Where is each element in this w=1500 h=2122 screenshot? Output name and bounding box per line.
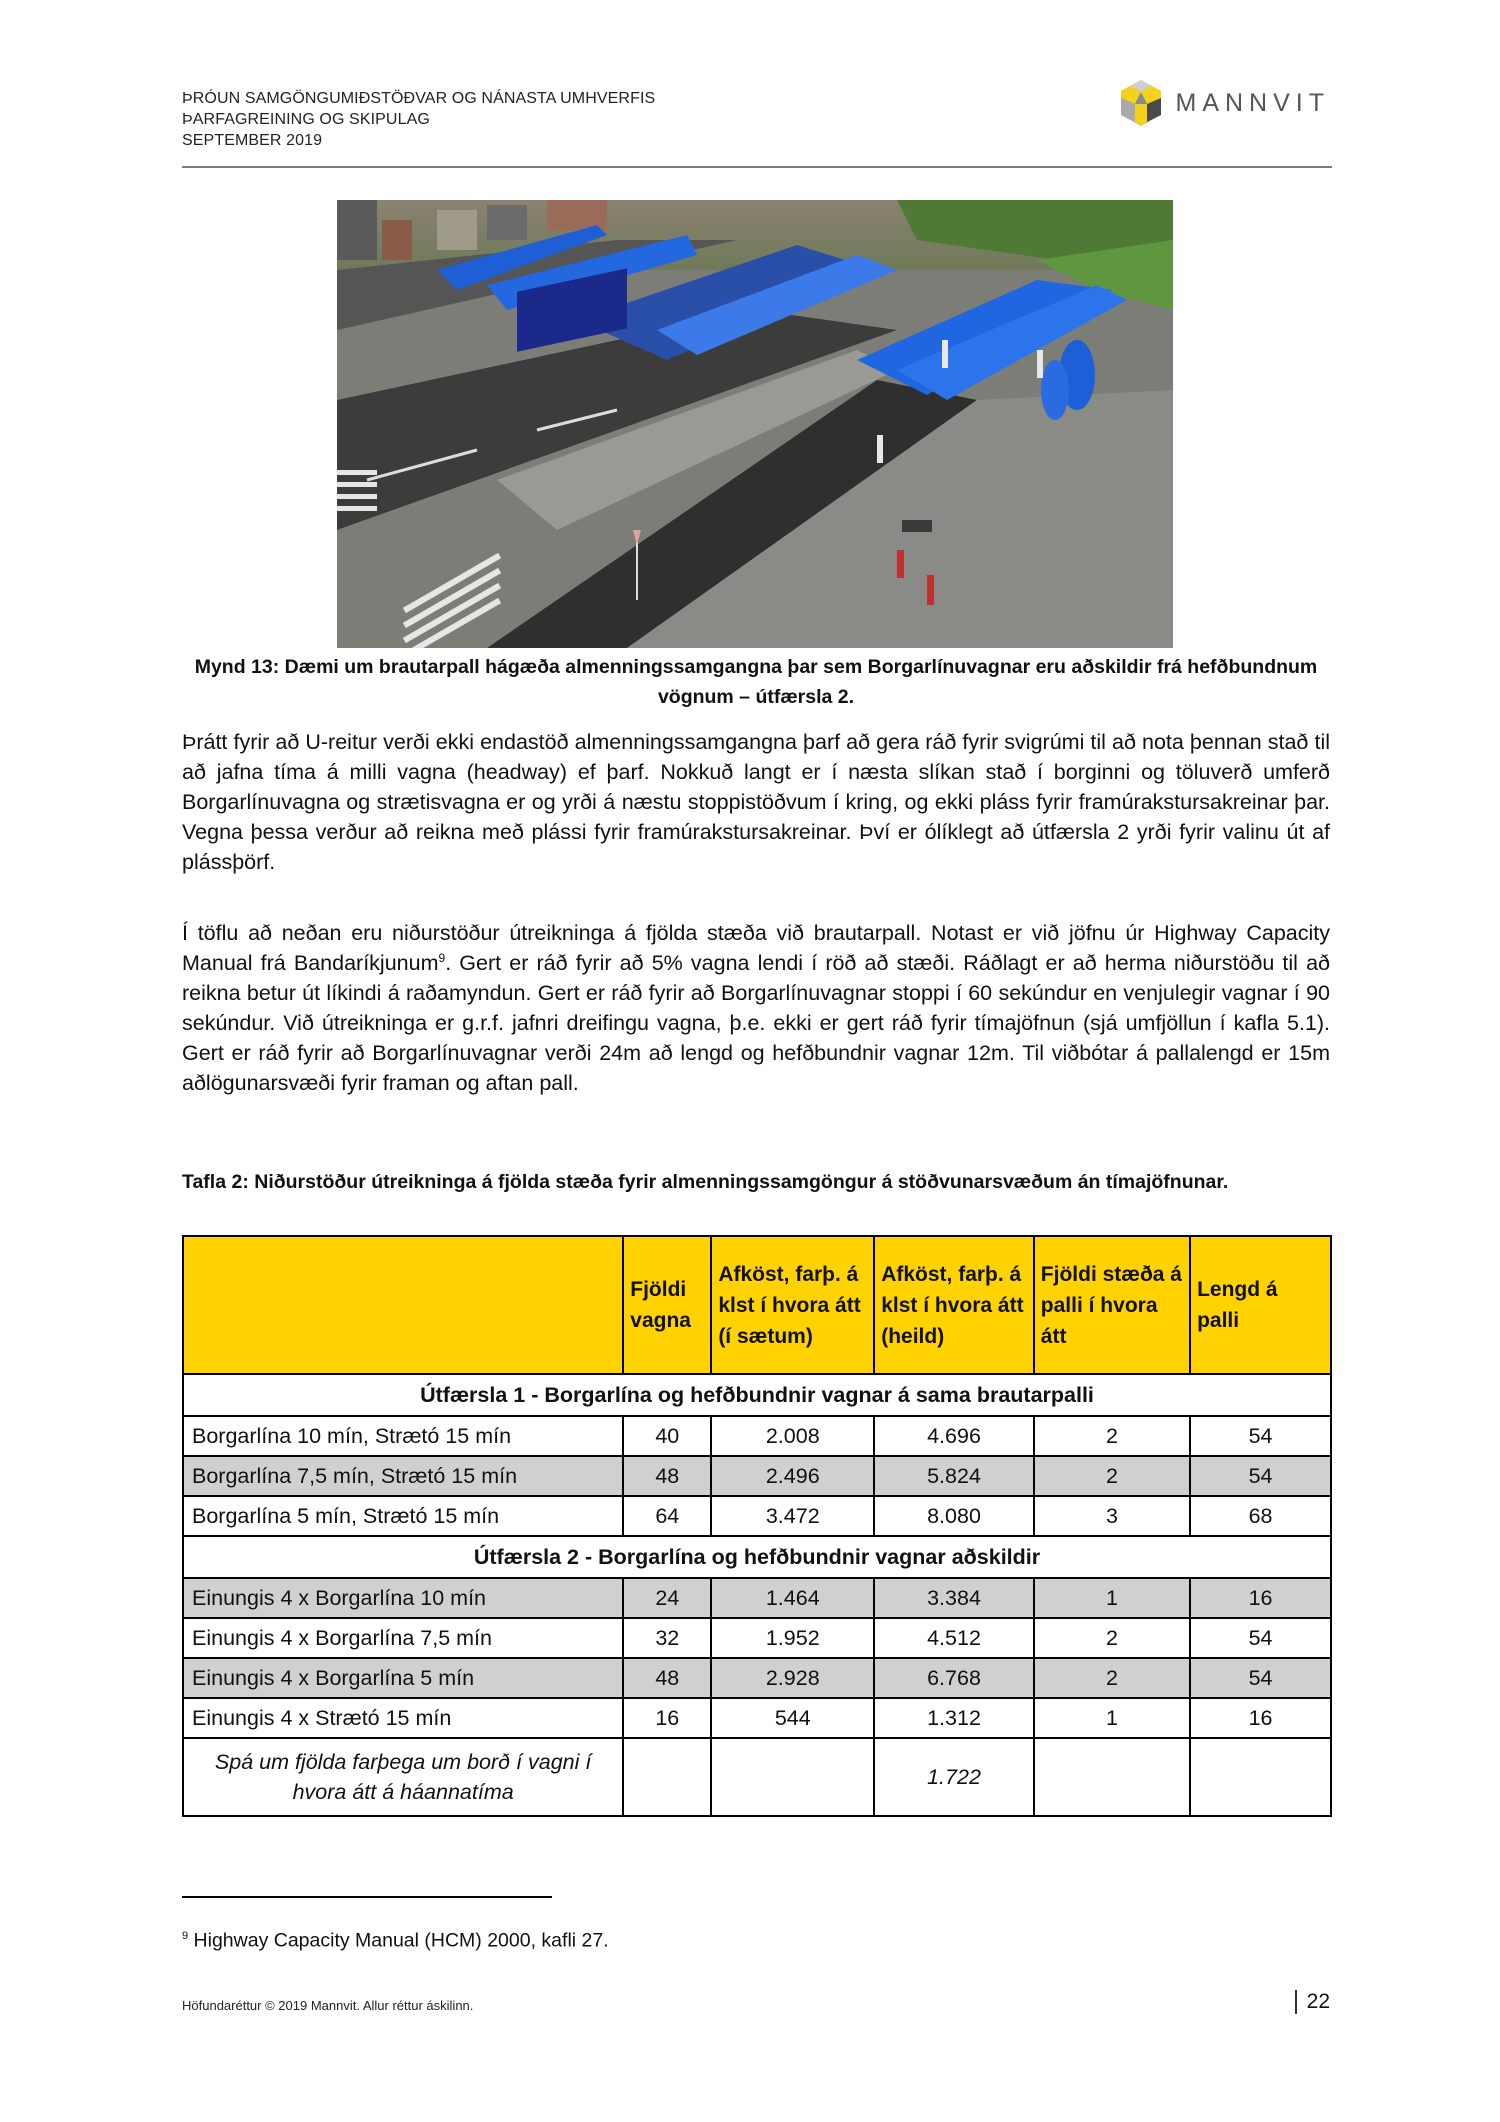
cell-platform-length: 54 [1190,1416,1331,1456]
forecast-cell-capacity-seated [711,1738,874,1816]
cell-capacity-seated: 544 [711,1698,874,1738]
table-row [183,1658,1331,1698]
cell-capacity-total: 1.312 [874,1698,1034,1738]
cell-platform-length: 54 [1190,1456,1331,1496]
footnote-text: Highway Capacity Manual (HCM) 2000, kafli 27. [188,1929,609,1952]
page-footer [182,1990,1330,2020]
cell-platform-length: 54 [1190,1618,1331,1658]
row-label: Borgarlína 10 mín, Strætó 15 mín [183,1416,623,1456]
footnote [182,1922,609,1955]
cell-capacity-seated: 2.496 [711,1456,874,1496]
header-cell-bay-count: Fjöldi stæða á palli í hvora átt [1034,1236,1190,1374]
cell-capacity-total: 5.824 [874,1456,1034,1496]
table-header-row [183,1236,1331,1374]
forecast-cell-capacity-total: 1.722 [874,1738,1034,1816]
header-divider [182,166,1332,168]
footnote-number: 9 [182,1930,189,1942]
cell-bay-count: 1 [1034,1578,1190,1618]
cell-vehicle-count: 40 [623,1416,711,1456]
copyright-text: Höfundaréttur © 2019 Mannvit. Allur réttur áskilinn. [182,1998,474,2013]
cell-capacity-seated: 2.928 [711,1658,874,1698]
table-row [183,1578,1331,1618]
forecast-cell-bay-count [1034,1738,1190,1816]
figure-platform-rendering [337,200,1173,648]
forecast-cell-platform-length [1190,1738,1331,1816]
cell-capacity-total: 4.512 [874,1618,1034,1658]
cell-bay-count: 3 [1034,1496,1190,1536]
row-label: Einungis 4 x Borgarlína 10 mín [183,1578,623,1618]
cell-capacity-seated: 1.464 [711,1578,874,1618]
paragraph-headway: Þrátt fyrir að U-reitur verði ekki endastöð almenningssamgangna þarf að gera ráð fyrir svigrúmi til að nota þennan stað til að jafna tíma á milli vagna (headway) ef þarf. Nokkuð langt er í næsta slíkan stað í borginni og töluverð umferð Borgarlínuvagna og strætisvagna er og yrði á næstu stoppistöðvum í kring, og ekki pláss fyrir framúrakstursakreinar þar. Vegna þessa verður að reikna með plássi fyrir framúrakstursakreinar. Því er ólíklegt að útfærsla 2 yrði fyrir valinu út af plássþörf. [182,730,1330,874]
table-row [183,1698,1331,1738]
page-header [182,88,1330,168]
footnote-reference[interactable]: 9 [438,950,446,965]
cell-vehicle-count: 48 [623,1456,711,1496]
row-label: Einungis 4 x Borgarlína 7,5 mín [183,1618,623,1658]
section-title: Útfærsla 1 - Borgarlína og hefðbundnir vagnar á sama brautarpalli [183,1374,1331,1416]
header-subtitle: ÞARFAGREINING OG SKIPULAG [182,111,430,128]
row-label: Einungis 4 x Strætó 15 mín [183,1698,623,1738]
cell-bay-count: 1 [1034,1698,1190,1738]
table-caption: Tafla 2: Niðurstöður útreikninga á fjölda stæða fyrir almenningssamgöngur á stöðvunarsvæðum án tímajöfnunar. [182,1171,1229,1193]
cell-vehicle-count: 64 [623,1496,711,1536]
cell-capacity-seated: 1.952 [711,1618,874,1658]
header-cell-capacity-total: Afköst, farþ. á klst í hvora átt (heild) [874,1236,1034,1374]
cell-capacity-seated: 2.008 [711,1416,874,1456]
platform-rendering-image [337,200,1173,648]
logo-wordmark: MANNVIT [1175,88,1330,117]
row-label: Einungis 4 x Borgarlína 5 mín [183,1658,623,1698]
header-cell-platform-length: Lengd á palli [1190,1236,1331,1374]
figure-caption: Mynd 13: Dæmi um brautarpall hágæða almenningssamgangna þar sem Borgarlínuvagnar eru aðskildir frá hefðbundnum vögnum – útfærsla 2. [194,656,1318,708]
cell-platform-length: 16 [1190,1578,1331,1618]
results-table [182,1235,1332,1817]
cell-platform-length: 54 [1190,1658,1331,1698]
mannvit-logo [1118,78,1331,128]
row-label: Borgarlína 7,5 mín, Strætó 15 mín [183,1456,623,1496]
header-date: SEPTEMBER 2019 [182,132,323,149]
paragraph-text-part1: Í töflu að neðan eru niðurstöður útreikninga á fjölda stæða við brautarpall. Notast er við jöfnu úr Highway Capacity Manual frá Bandaríkjunum [182,921,1330,975]
section-row [183,1536,1331,1578]
cell-capacity-total: 4.696 [874,1416,1034,1456]
row-label: Borgarlína 5 mín, Strætó 15 mín [183,1496,623,1536]
cell-platform-length: 68 [1190,1496,1331,1536]
cell-vehicle-count: 48 [623,1658,711,1698]
cell-bay-count: 2 [1034,1618,1190,1658]
cell-capacity-total: 6.768 [874,1658,1034,1698]
table-row [183,1416,1331,1456]
cell-vehicle-count: 32 [623,1618,711,1658]
cell-vehicle-count: 24 [623,1578,711,1618]
header-cell-capacity-seated: Afköst, farþ. á klst í hvora átt (í sætum) [711,1236,874,1374]
cell-vehicle-count: 16 [623,1698,711,1738]
table-row [183,1456,1331,1496]
page-number: 22 [1295,1990,1330,2014]
table-row [183,1496,1331,1536]
section-row [183,1374,1331,1416]
forecast-cell-vehicle-count [623,1738,711,1816]
cell-capacity-total: 3.384 [874,1578,1034,1618]
cell-bay-count: 2 [1034,1416,1190,1456]
table-row [183,1618,1331,1658]
footnote-divider [182,1896,552,1898]
cell-capacity-total: 8.080 [874,1496,1034,1536]
paragraph-text-part2: . Gert er ráð fyrir að 5% vagna lendi í röð að stæði. Ráðlagt er að herma niðurstöðu til að reikna betur út líkindi á raðamyndun. Gert er ráð fyrir að Borgarlínuvagnar stoppi í 60 sekúndur en venjulegir vagnar í 90 sekúndur. Við útreikninga er g.r.f. jafnri dreifingu vagna, þ.e. ekki er gert ráð fyrir tímajöfnun (sjá umfjöllun í kafla 5.1). Gert er ráð fyrir að Borgarlínuvagnar verði 24m að lengd og hefðbundnir vagnar 12m. Til viðbótar á pallalengd er 15m aðlögunarsvæði fyrir framan og aftan pall. [182,951,1331,1095]
cell-bay-count: 2 [1034,1658,1190,1698]
header-cell-vehicle-count: Fjöldi vagna [623,1236,711,1374]
forecast-label: Spá um fjölda farþega um borð í vagni í hvora átt á háannatíma [183,1738,623,1816]
mannvit-cube-logo-icon [1118,78,1164,128]
cell-bay-count: 2 [1034,1456,1190,1496]
cell-capacity-seated: 3.472 [711,1496,874,1536]
cell-platform-length: 16 [1190,1698,1331,1738]
header-project-title: ÞRÓUN SAMGÖNGUMIÐSTÖÐVAR OG NÁNASTA UMHVERFIS [182,90,656,107]
section-title: Útfærsla 2 - Borgarlína og hefðbundnir vagnar aðskildir [183,1536,1331,1578]
header-cell-empty [183,1236,623,1374]
paragraph-calculation-method [182,918,1330,1098]
forecast-row [183,1738,1331,1816]
